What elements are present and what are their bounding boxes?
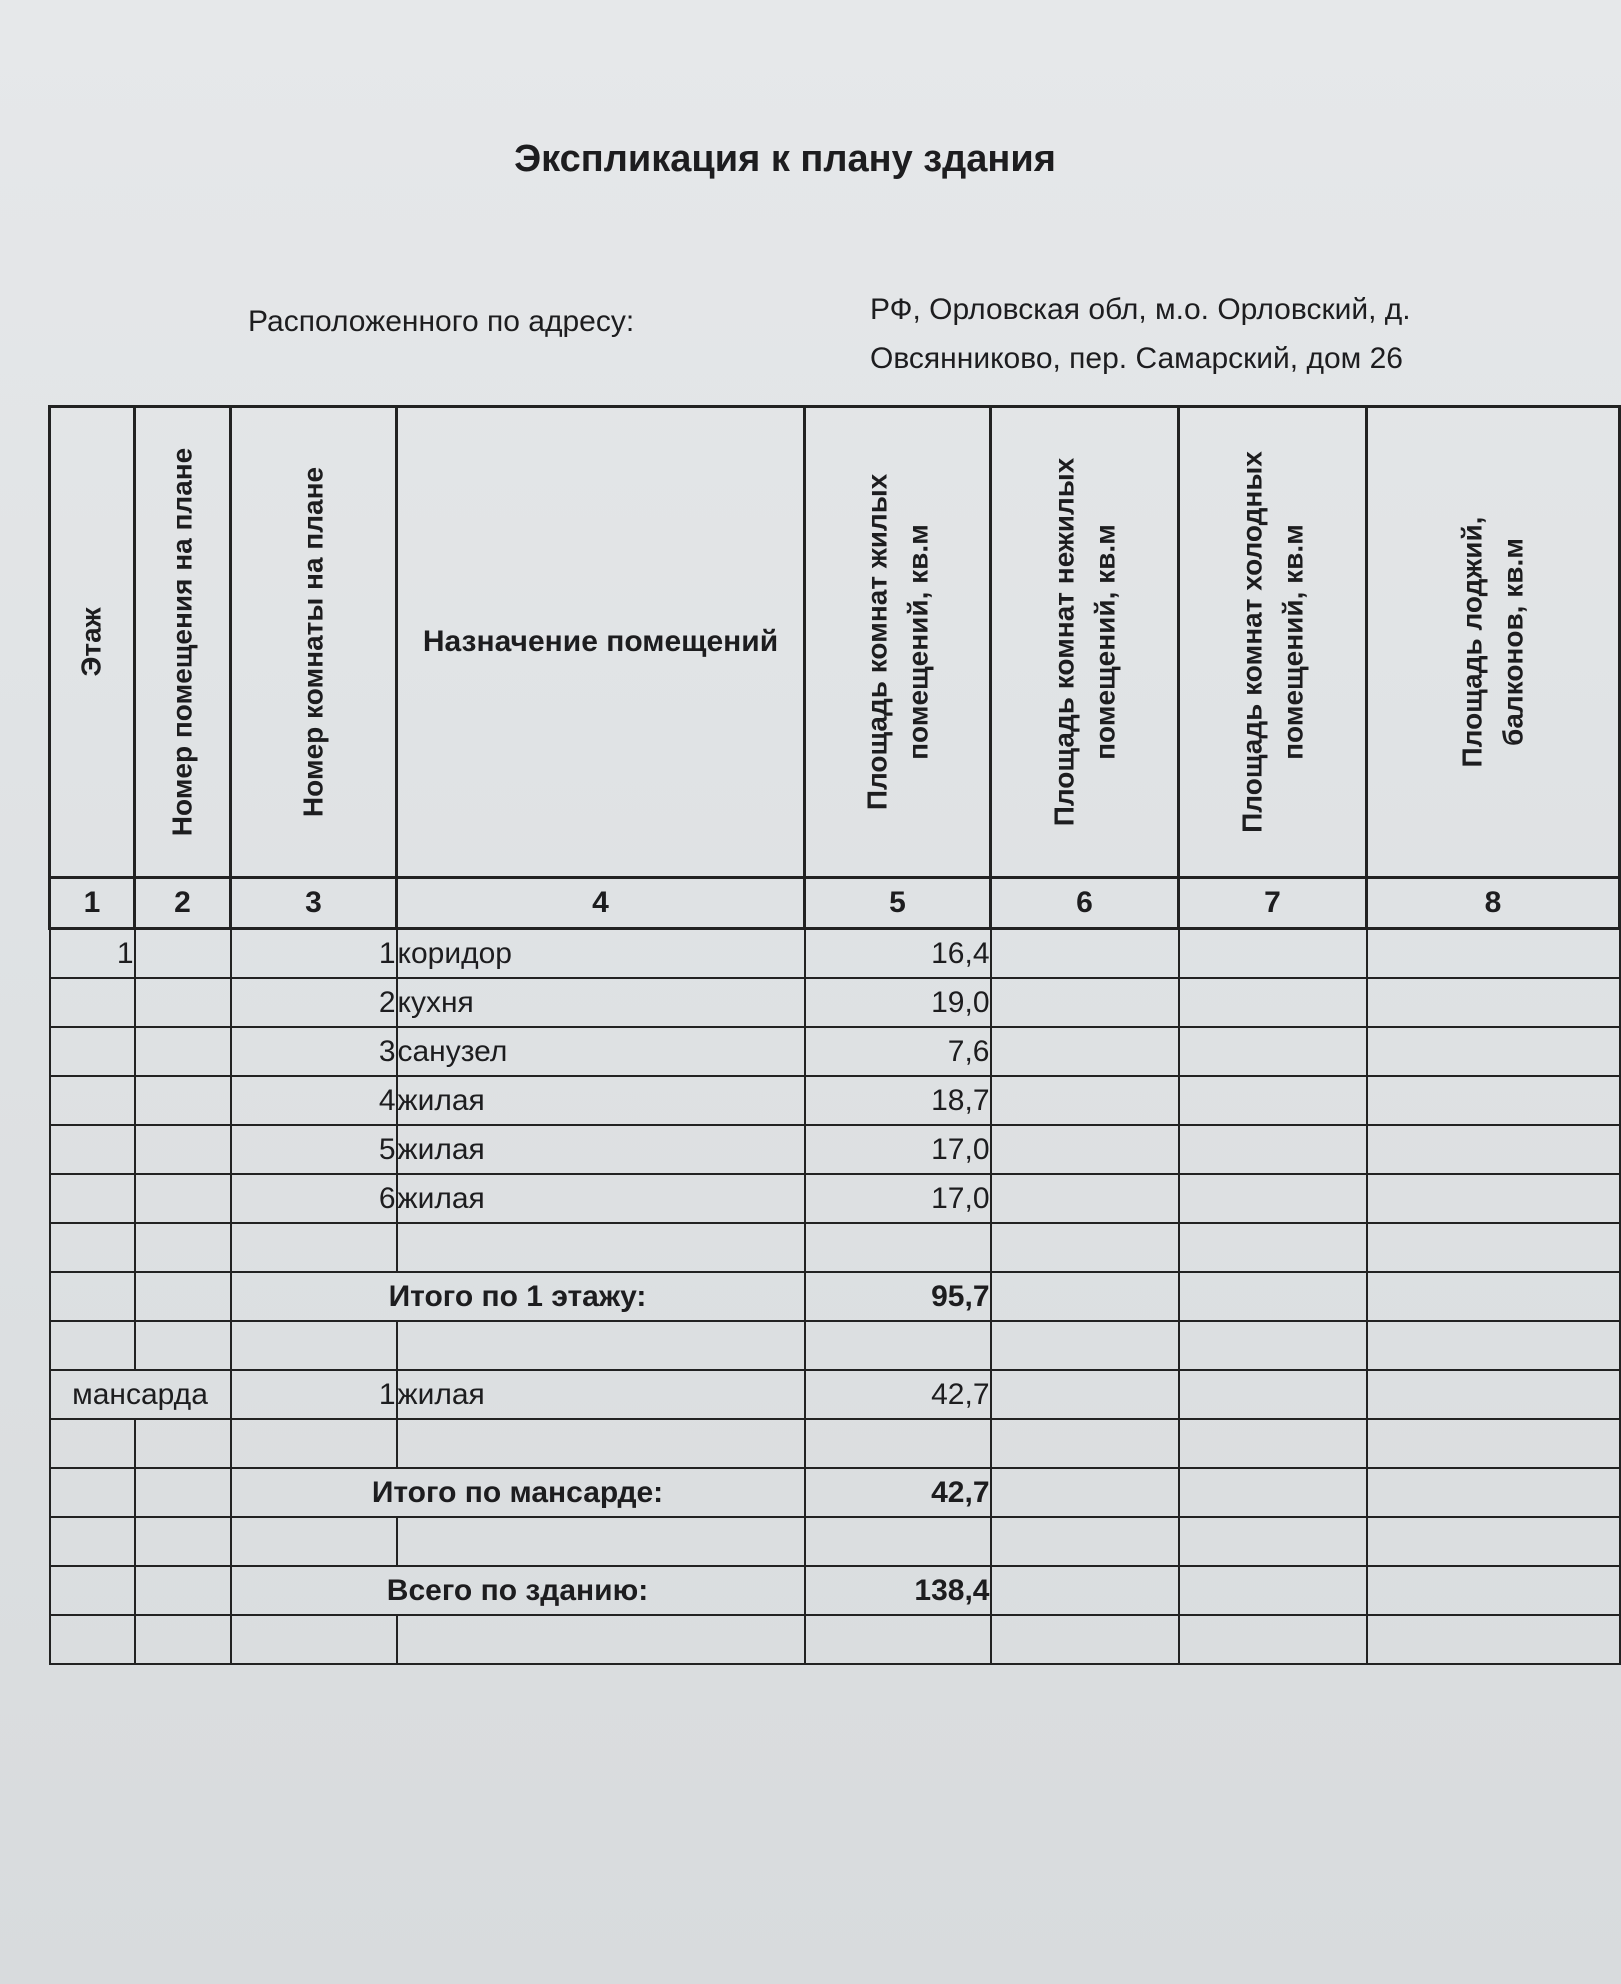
empty-row <box>50 1223 1620 1272</box>
purpose-cell: жилая <box>397 1370 805 1419</box>
room-number-cell: 3 <box>231 1027 397 1076</box>
building-total-label: Всего по зданию: <box>231 1566 805 1615</box>
header-nonliving-area: Площадь комнат нежилых помещений, кв.м <box>991 407 1179 878</box>
purpose-cell: жилая <box>397 1125 805 1174</box>
address-line-2: Овсянниково, пер. Самарский, дом 26 <box>870 342 1403 375</box>
column-number: 5 <box>805 878 991 929</box>
address-label: Расположенного по адресу: <box>248 305 635 338</box>
header-purpose: Назначение помещений <box>397 407 805 878</box>
header-premise-number: Номер помещения на плане <box>135 407 231 878</box>
empty-row <box>50 1419 1620 1468</box>
table-row <box>50 978 1620 1027</box>
living-area-cell: 17,0 <box>805 1174 991 1223</box>
floor-cell: мансарда <box>50 1370 231 1419</box>
room-number-cell: 2 <box>231 978 397 1027</box>
empty-row <box>50 1615 1620 1664</box>
purpose-cell: кухня <box>397 978 805 1027</box>
column-number: 6 <box>991 878 1179 929</box>
floor1-total-label: Итого по 1 этажу: <box>231 1272 805 1321</box>
table-row <box>50 929 1620 979</box>
purpose-cell: санузел <box>397 1027 805 1076</box>
header-floor: Этаж <box>50 407 135 878</box>
room-number-cell: 5 <box>231 1125 397 1174</box>
column-number-row <box>50 878 1620 929</box>
floor-cell <box>50 1174 135 1223</box>
column-number: 3 <box>231 878 397 929</box>
building-total-value: 138,4 <box>805 1566 991 1615</box>
table-row <box>50 1174 1620 1223</box>
building-total-row <box>50 1566 1620 1615</box>
column-number: 2 <box>135 878 231 929</box>
column-number: 1 <box>50 878 135 929</box>
living-area-cell: 17,0 <box>805 1125 991 1174</box>
empty-row <box>50 1517 1620 1566</box>
column-number: 8 <box>1367 878 1620 929</box>
purpose-cell: жилая <box>397 1174 805 1223</box>
header-loggia-area: Площадь лоджий, балконов, кв.м <box>1367 407 1620 878</box>
table-row <box>50 1027 1620 1076</box>
floor-cell <box>50 1076 135 1125</box>
header-cold-area: Площадь комнат холодных помещений, кв.м <box>1179 407 1367 878</box>
room-number-cell: 6 <box>231 1174 397 1223</box>
living-area-cell: 16,4 <box>805 929 991 979</box>
floor-cell: 1 <box>50 929 135 979</box>
column-number: 7 <box>1179 878 1367 929</box>
table-row <box>50 1076 1620 1125</box>
header-room-number: Номер комнаты на плане <box>231 407 397 878</box>
empty-row <box>50 1321 1620 1370</box>
living-area-cell: 18,7 <box>805 1076 991 1125</box>
table-row <box>50 1125 1620 1174</box>
address-line-1: РФ, Орловская обл, м.о. Орловский, д. <box>870 293 1411 326</box>
purpose-cell: коридор <box>397 929 805 979</box>
floor-cell <box>50 1125 135 1174</box>
living-area-cell: 7,6 <box>805 1027 991 1076</box>
attic-total-label: Итого по мансарде: <box>231 1468 805 1517</box>
explication-table <box>48 405 1621 1665</box>
header-living-area: Площадь комнат жилых помещений, кв.м <box>805 407 991 878</box>
room-number-cell: 1 <box>231 929 397 979</box>
room-number-cell: 1 <box>231 1370 397 1419</box>
living-area-cell: 42,7 <box>805 1370 991 1419</box>
room-number-cell: 4 <box>231 1076 397 1125</box>
floor-cell <box>50 1027 135 1076</box>
purpose-cell: жилая <box>397 1076 805 1125</box>
document-title: Экспликация к плану здания <box>514 138 1056 180</box>
column-number: 4 <box>397 878 805 929</box>
attic-total-value: 42,7 <box>805 1468 991 1517</box>
header-row <box>50 407 1620 878</box>
floor1-total-value: 95,7 <box>805 1272 991 1321</box>
attic-total-row <box>50 1468 1620 1517</box>
floor-cell <box>50 978 135 1027</box>
floor1-total-row <box>50 1272 1620 1321</box>
table-row <box>50 1370 1620 1419</box>
living-area-cell: 19,0 <box>805 978 991 1027</box>
